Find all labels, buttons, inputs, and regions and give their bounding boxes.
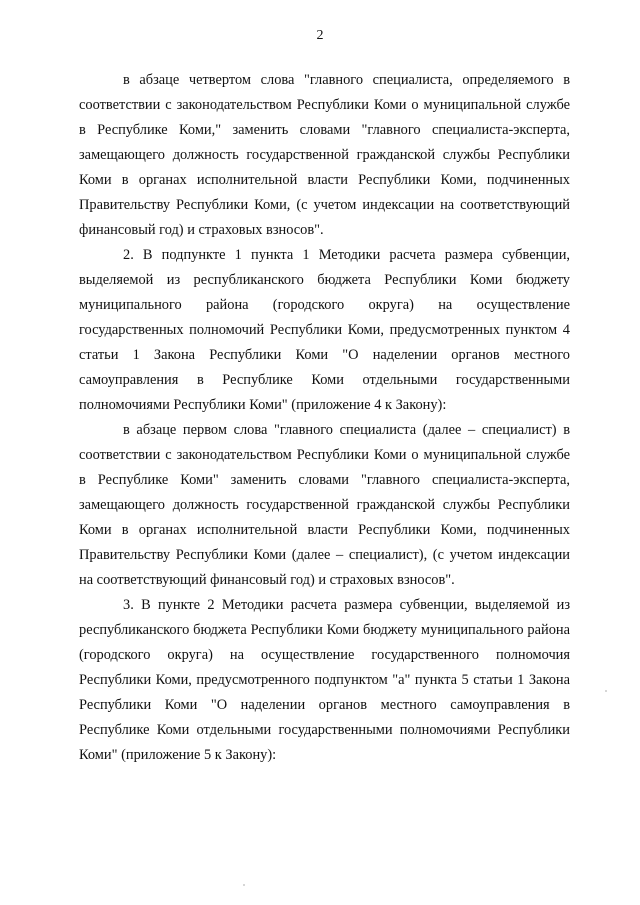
- paragraph-amendment-2: в абзаце первом слова "главного специалиста (далее – специалист) в соответствии с законодательством Республики Коми о муниципальной службе в Республике Коми" заменить словами "главного специалиста-эксперта, замещающего должность государственной гражданской службы Республики Коми в органах исполнительной власти Республики Коми, подчиненных Правительству Республики Коми (далее – специалист), (с учетом индексации на соответствующий финансовый год) и страховых взносов".: [79, 422, 570, 588]
- paragraph-item-2: 2. В подпункте 1 пункта 1 Методики расчета размера субвенции, выделяемой из республиканского бюджета Республики Коми бюджету муниципального района (городского округа) на осуществление государственных полномочий Республики Коми, предусмотренных пунктом 4 статьи 1 Закона Республики Коми "О наделении органов местного самоуправления в Республике Коми отдельными государственными полномочиями Республики Коми" (приложение 4 к Закону):: [79, 247, 570, 413]
- paragraph-amendment-1: в абзаце четвертом слова "главного специалиста, определяемого в соответствии с законодательством Республики Коми о муниципальной службе в Республике Коми," заменить словами "главного специалиста-эксперта, замещающего должность государственной гражданской службы Республики Коми в органах исполнительной власти Республики Коми, подчиненных Правительству Республики Коми, (с учетом индексации на соответствующий финансовый год) и страховых взносов".: [79, 72, 570, 238]
- scan-speck: [243, 884, 245, 886]
- paragraph-item-3: 3. В пункте 2 Методики расчета размера субвенции, выделяемой из республиканского бюджета Республики Коми бюджету муниципального района (городского округа) на осуществление государственного полномочия Республики Коми, предусмотренного подпунктом "а" пункта 5 статьи 1 Закона Республики Коми "О наделении органов местного самоуправления в Республике Коми отдельными государственными полномочиями Республики Коми" (приложение 5 к Закону):: [79, 597, 570, 763]
- page-number: 2: [316, 28, 324, 43]
- scan-speck: [605, 690, 607, 692]
- document-body: [79, 68, 570, 768]
